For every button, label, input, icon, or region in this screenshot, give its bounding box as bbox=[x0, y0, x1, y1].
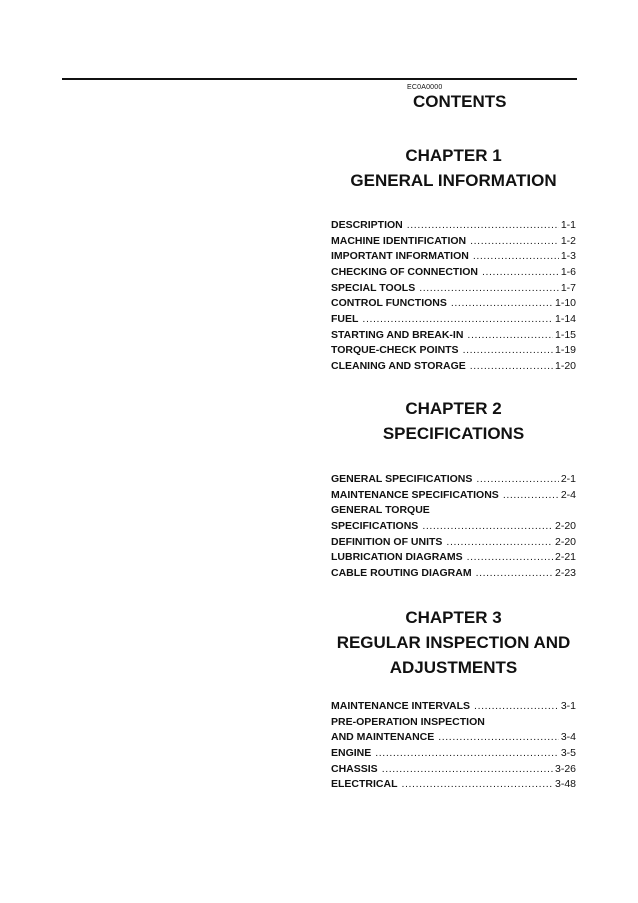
toc-entry-page: 2-21 bbox=[554, 551, 576, 564]
toc-entry-label: LUBRICATION DIAGRAMS bbox=[331, 551, 463, 564]
toc-entry[interactable] bbox=[331, 312, 576, 328]
chapter-2-number: CHAPTER 2 bbox=[405, 399, 502, 418]
toc-leader bbox=[463, 343, 553, 359]
toc-entry[interactable] bbox=[331, 344, 576, 360]
toc-entry[interactable] bbox=[331, 535, 576, 551]
toc-entry-label: MACHINE IDENTIFICATION bbox=[331, 234, 467, 247]
toc-entry-page: 1-6 bbox=[560, 266, 576, 279]
toc-leader bbox=[474, 699, 559, 715]
toc-leader bbox=[503, 488, 559, 504]
top-rule bbox=[62, 78, 577, 80]
toc-entry[interactable] bbox=[331, 519, 576, 535]
toc-entry-label: DEFINITION OF UNITS bbox=[331, 535, 443, 548]
toc-leader bbox=[473, 249, 559, 265]
toc-entry-page: 1-20 bbox=[554, 360, 576, 373]
toc-entry[interactable] bbox=[331, 699, 576, 715]
toc-leader bbox=[451, 296, 553, 312]
chapter-2-title: SPECIFICATIONS bbox=[382, 424, 525, 443]
chapter-3-number: CHAPTER 3 bbox=[405, 608, 502, 627]
toc-entry-page: 1-19 bbox=[554, 344, 576, 357]
toc-entry[interactable] bbox=[331, 249, 576, 265]
contents-title: CONTENTS bbox=[413, 92, 507, 111]
toc-entry-label: IMPORTANT INFORMATION bbox=[331, 250, 469, 263]
toc-entry-page: 1-7 bbox=[560, 281, 576, 294]
chapter-3-title-line-1: REGULAR INSPECTION AND bbox=[336, 633, 571, 652]
toc-leader bbox=[446, 535, 553, 551]
toc-leader bbox=[470, 234, 559, 250]
toc-leader bbox=[362, 312, 553, 328]
toc-entry[interactable] bbox=[331, 746, 576, 762]
toc-entry-label: ENGINE bbox=[331, 747, 372, 760]
document-code: EC0A0000 bbox=[407, 84, 443, 91]
toc-leader bbox=[438, 730, 559, 746]
chapter-1-number: CHAPTER 1 bbox=[405, 146, 502, 165]
toc-leader bbox=[482, 265, 559, 281]
toc-entry-label: MAINTENANCE INTERVALS bbox=[331, 699, 471, 712]
chapter-2-heading bbox=[331, 396, 576, 446]
toc-entry-page: 1-15 bbox=[554, 328, 576, 341]
toc-entry[interactable] bbox=[331, 777, 576, 793]
toc-entry-label: TORQUE-CHECK POINTS bbox=[331, 344, 459, 357]
toc-leader bbox=[382, 762, 553, 778]
toc-entry[interactable] bbox=[331, 550, 576, 566]
toc-entry-label: CHASSIS bbox=[331, 762, 378, 775]
toc-entry[interactable] bbox=[331, 265, 576, 281]
toc-leader bbox=[467, 550, 553, 566]
toc-leader bbox=[422, 519, 553, 535]
toc-entry-page: 1-1 bbox=[560, 218, 576, 231]
toc-leader bbox=[476, 566, 553, 582]
toc-entry-label: FUEL bbox=[331, 313, 359, 326]
toc-entry[interactable] bbox=[331, 359, 576, 375]
toc-entry-label: CLEANING AND STORAGE bbox=[331, 360, 466, 373]
toc-entry[interactable] bbox=[331, 328, 576, 344]
toc-entry-page: 3-26 bbox=[554, 762, 576, 775]
toc-leader bbox=[476, 472, 558, 488]
chapter-3-heading bbox=[331, 605, 576, 680]
toc-entry-page: 1-3 bbox=[560, 250, 576, 263]
toc-entry[interactable] bbox=[331, 503, 576, 519]
toc-entry-page: 2-4 bbox=[560, 488, 576, 501]
toc-entry[interactable] bbox=[331, 234, 576, 250]
toc-entry-page: 1-10 bbox=[554, 297, 576, 310]
toc-entry-page: 3-4 bbox=[560, 731, 576, 744]
toc-entry-label: DESCRIPTION bbox=[331, 218, 403, 231]
toc-entry-page: 2-20 bbox=[554, 520, 576, 533]
toc-leader bbox=[470, 359, 553, 375]
toc-leader bbox=[402, 777, 553, 793]
toc-leader bbox=[375, 746, 559, 762]
chapter-2-toc bbox=[331, 472, 576, 582]
toc-entry-label: CONTROL FUNCTIONS bbox=[331, 297, 447, 310]
chapter-3-toc bbox=[331, 699, 576, 793]
chapter-3-title-line-2: ADJUSTMENTS bbox=[389, 658, 518, 677]
toc-entry-label: GENERAL TORQUE bbox=[331, 504, 430, 517]
toc-entry[interactable] bbox=[331, 488, 576, 504]
toc-entry-page: 1-2 bbox=[560, 234, 576, 247]
toc-leader bbox=[419, 281, 559, 297]
toc-entry[interactable] bbox=[331, 281, 576, 297]
toc-entry-label: GENERAL SPECIFICATIONS bbox=[331, 472, 473, 485]
toc-entry-page: 3-5 bbox=[560, 747, 576, 760]
toc-entry-label: SPECIAL TOOLS bbox=[331, 281, 416, 294]
chapter-1-toc bbox=[331, 218, 576, 375]
toc-entry[interactable] bbox=[331, 566, 576, 582]
toc-entry-label: SPECIFICATIONS bbox=[331, 520, 419, 533]
toc-entry-page: 3-48 bbox=[554, 778, 576, 791]
toc-entry-label: PRE-OPERATION INSPECTION bbox=[331, 715, 485, 728]
toc-entry-page: 2-20 bbox=[554, 535, 576, 548]
toc-entry[interactable] bbox=[331, 296, 576, 312]
toc-entry[interactable] bbox=[331, 730, 576, 746]
toc-entry[interactable] bbox=[331, 762, 576, 778]
toc-entry-page: 2-23 bbox=[554, 567, 576, 580]
chapter-1-title: GENERAL INFORMATION bbox=[350, 171, 557, 190]
toc-entry-label: CABLE ROUTING DIAGRAM bbox=[331, 567, 472, 580]
toc-entry-label: AND MAINTENANCE bbox=[331, 731, 435, 744]
toc-entry[interactable] bbox=[331, 715, 576, 731]
toc-entry-page: 2-1 bbox=[560, 472, 576, 485]
toc-entry-label: MAINTENANCE SPECIFICATIONS bbox=[331, 488, 499, 501]
chapter-1-heading bbox=[331, 143, 576, 193]
toc-entry-page: 3-1 bbox=[560, 699, 576, 712]
toc-entry-label: CHECKING OF CONNECTION bbox=[331, 266, 478, 279]
toc-entry-page: 1-14 bbox=[554, 313, 576, 326]
toc-entry[interactable] bbox=[331, 472, 576, 488]
toc-entry-label: STARTING AND BREAK-IN bbox=[331, 328, 464, 341]
toc-leader bbox=[467, 328, 553, 344]
toc-leader bbox=[407, 218, 559, 234]
toc-entry-label: ELECTRICAL bbox=[331, 778, 398, 791]
toc-entry[interactable] bbox=[331, 218, 576, 234]
